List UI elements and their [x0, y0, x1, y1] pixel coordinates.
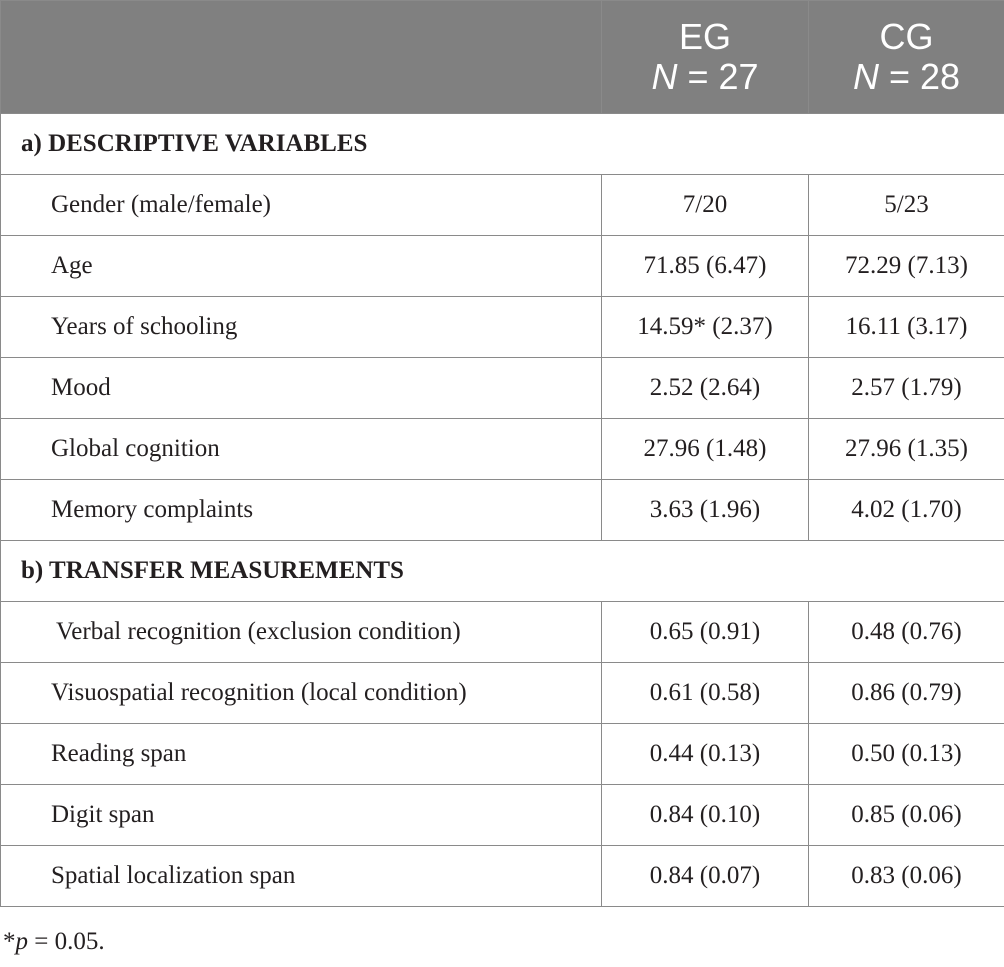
table-row — [1, 297, 1004, 358]
cg-value: 0.85 (0.06) — [809, 785, 1004, 846]
section-title: b) TRANSFER MEASUREMENTS — [1, 541, 1004, 602]
table-row — [1, 480, 1004, 541]
cg-value: 16.11 (3.17) — [809, 297, 1004, 358]
eg-value: 0.84 (0.07) — [602, 846, 809, 907]
eg-value: 71.85 (6.47) — [602, 236, 809, 297]
eg-value: 0.84 (0.10) — [602, 785, 809, 846]
cg-value: 0.48 (0.76) — [809, 602, 1004, 663]
header-empty-cell — [1, 1, 602, 114]
table-row — [1, 236, 1004, 297]
row-label: Age — [1, 236, 602, 297]
table-row — [1, 175, 1004, 236]
table-row — [1, 724, 1004, 785]
row-label: Global cognition — [1, 419, 602, 480]
section-title: a) DESCRIPTIVE VARIABLES — [1, 114, 1004, 175]
header-cg — [809, 1, 1004, 114]
table-row — [1, 663, 1004, 724]
cg-value: 72.29 (7.13) — [809, 236, 1004, 297]
row-label: Memory complaints — [1, 480, 602, 541]
header-row — [1, 1, 1004, 114]
eg-value: 2.52 (2.64) — [602, 358, 809, 419]
row-label: Verbal recognition (exclusion condition) — [1, 602, 602, 663]
cg-value: 0.50 (0.13) — [809, 724, 1004, 785]
table-row — [1, 358, 1004, 419]
row-label: Years of schooling — [1, 297, 602, 358]
table-row — [1, 785, 1004, 846]
table-row — [1, 846, 1004, 907]
header-cg-n: N = 28 — [852, 56, 961, 97]
row-label: Spatial localization span — [1, 846, 602, 907]
eg-value: 14.59* (2.37) — [602, 297, 809, 358]
row-label: Gender (male/female) — [1, 175, 602, 236]
cg-value: 0.86 (0.79) — [809, 663, 1004, 724]
cg-value: 5/23 — [809, 175, 1004, 236]
eg-value: 7/20 — [602, 175, 809, 236]
eg-value: 0.44 (0.13) — [602, 724, 809, 785]
row-label: Visuospatial recognition (local condition) — [1, 663, 602, 724]
section-row-transfer — [1, 541, 1004, 602]
eg-value: 0.61 (0.58) — [602, 663, 809, 724]
cg-value: 4.02 (1.70) — [809, 480, 1004, 541]
section-row-descriptive — [1, 114, 1004, 175]
row-label: Reading span — [1, 724, 602, 785]
header-eg — [602, 1, 809, 114]
row-label: Digit span — [1, 785, 602, 846]
eg-value: 0.65 (0.91) — [602, 602, 809, 663]
table-row — [1, 419, 1004, 480]
header-cg-group: CG — [879, 16, 934, 57]
eg-value: 3.63 (1.96) — [602, 480, 809, 541]
header-eg-n: N = 27 — [651, 56, 759, 97]
cg-value: 2.57 (1.79) — [809, 358, 1004, 419]
cg-value: 0.83 (0.06) — [809, 846, 1004, 907]
row-label: Mood — [1, 358, 602, 419]
header-eg-group: EG — [678, 16, 731, 57]
cg-value: 27.96 (1.35) — [809, 419, 1004, 480]
table-footnote: *p = 0.05. — [3, 928, 105, 955]
table-row — [1, 602, 1004, 663]
eg-value: 27.96 (1.48) — [602, 419, 809, 480]
